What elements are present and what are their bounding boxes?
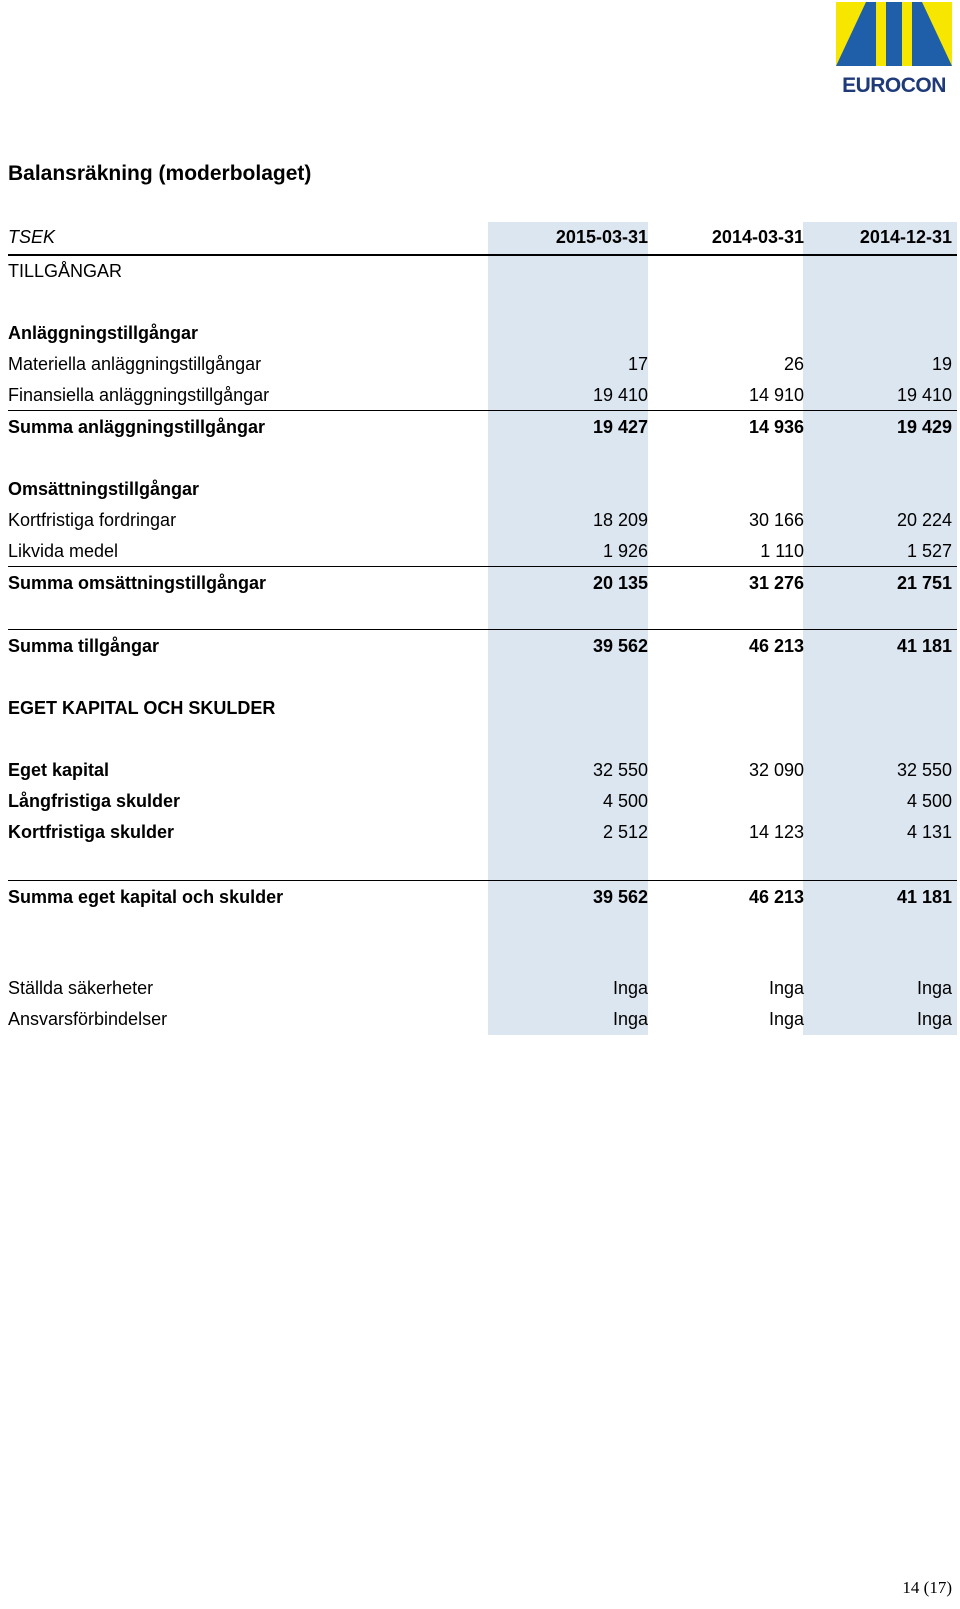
page-title: Balansräkning (moderbolaget) xyxy=(8,162,312,185)
row-label: Summa eget kapital och skulder xyxy=(8,887,284,907)
logo-wordmark: EUROCON xyxy=(842,74,946,97)
row-label: EGET KAPITAL OCH SKULDER xyxy=(8,698,276,718)
cell-value: 17 xyxy=(627,354,648,374)
row-label: Kortfristiga fordringar xyxy=(8,510,177,530)
cell-value: 19 410 xyxy=(896,385,952,405)
column-header: 2014-03-31 xyxy=(711,227,804,247)
logo-mark-icon xyxy=(836,2,952,66)
table-row xyxy=(8,349,957,379)
table-row xyxy=(8,505,957,535)
cell-value: 41 181 xyxy=(896,887,952,907)
row-label: Omsättningstillgångar xyxy=(8,479,200,499)
cell-value: 18 209 xyxy=(592,510,648,530)
group-heading xyxy=(8,318,957,348)
cell-value: 31 276 xyxy=(748,573,804,593)
cell-value: 4 131 xyxy=(906,822,952,842)
table-row xyxy=(8,786,957,816)
cell-value: 19 xyxy=(931,354,952,374)
cell-value: 46 213 xyxy=(748,636,804,656)
cell-value: 32 090 xyxy=(748,760,804,780)
section-heading xyxy=(8,256,957,286)
table-row xyxy=(8,380,957,410)
cell-value: 4 500 xyxy=(602,791,648,811)
row-label: Eget kapital xyxy=(8,760,110,780)
row-label: Kortfristiga skulder xyxy=(8,822,175,842)
cell-value: 20 135 xyxy=(592,573,648,593)
cell-value: 26 xyxy=(783,354,804,374)
cell-value: 39 562 xyxy=(592,636,648,656)
cell-value: Inga xyxy=(916,1009,952,1029)
subtotal-row xyxy=(8,568,957,598)
cell-value: 14 936 xyxy=(748,417,804,437)
cell-value: Inga xyxy=(612,978,648,998)
column-header: 2015-03-31 xyxy=(555,227,648,247)
row-label: Ansvarsförbindelser xyxy=(8,1009,168,1029)
row-divider xyxy=(8,410,957,411)
table-row xyxy=(8,817,957,847)
row-label: Materiella anläggningstillgångar xyxy=(8,354,262,374)
table-row xyxy=(8,973,957,1003)
cell-value: Inga xyxy=(612,1009,648,1029)
subtotal-row xyxy=(8,412,957,442)
cell-value: 1 926 xyxy=(602,541,648,561)
cell-value: 20 224 xyxy=(896,510,952,530)
eurocon-logo xyxy=(836,2,952,98)
section-heading xyxy=(8,693,957,723)
unit-label: TSEK xyxy=(8,227,56,247)
cell-value: 1 527 xyxy=(906,541,952,561)
row-label: Likvida medel xyxy=(8,541,119,561)
column-header: 2014-12-31 xyxy=(859,227,952,247)
cell-value: 32 550 xyxy=(896,760,952,780)
cell-value: 4 500 xyxy=(906,791,952,811)
total-row xyxy=(8,882,957,912)
row-divider xyxy=(8,880,957,881)
table-row xyxy=(8,536,957,566)
row-label: Summa omsättningstillgångar xyxy=(8,573,267,593)
row-label: Summa tillgångar xyxy=(8,636,160,656)
cell-value: 21 751 xyxy=(896,573,952,593)
cell-value: 39 562 xyxy=(592,887,648,907)
row-label: Långfristiga skulder xyxy=(8,791,181,811)
row-divider xyxy=(8,629,957,630)
cell-value: 19 429 xyxy=(896,417,952,437)
row-label: Ställda säkerheter xyxy=(8,978,154,998)
cell-value: 46 213 xyxy=(748,887,804,907)
cell-value: Inga xyxy=(916,978,952,998)
row-divider xyxy=(8,566,957,567)
table-row xyxy=(8,1004,957,1034)
cell-value: 19 427 xyxy=(592,417,648,437)
table-header xyxy=(8,222,957,252)
page-number: 14 (17) xyxy=(902,1578,952,1597)
cell-value: 2 512 xyxy=(602,822,648,842)
cell-value: 14 910 xyxy=(748,385,804,405)
cell-value: 32 550 xyxy=(592,760,648,780)
cell-value: 1 110 xyxy=(760,541,804,561)
row-label: Summa anläggningstillgångar xyxy=(8,417,266,437)
cell-value: Inga xyxy=(768,1009,804,1029)
cell-value: 41 181 xyxy=(896,636,952,656)
total-row xyxy=(8,631,957,661)
cell-value: 30 166 xyxy=(748,510,804,530)
row-label: Anläggningstillgångar xyxy=(8,323,199,343)
cell-value: 14 123 xyxy=(748,822,804,842)
group-heading xyxy=(8,474,957,504)
row-label: Finansiella anläggningstillgångar xyxy=(8,385,270,405)
row-label: TILLGÅNGAR xyxy=(8,261,123,281)
table-row xyxy=(8,755,957,785)
cell-value: 19 410 xyxy=(592,385,648,405)
cell-value: Inga xyxy=(768,978,804,998)
